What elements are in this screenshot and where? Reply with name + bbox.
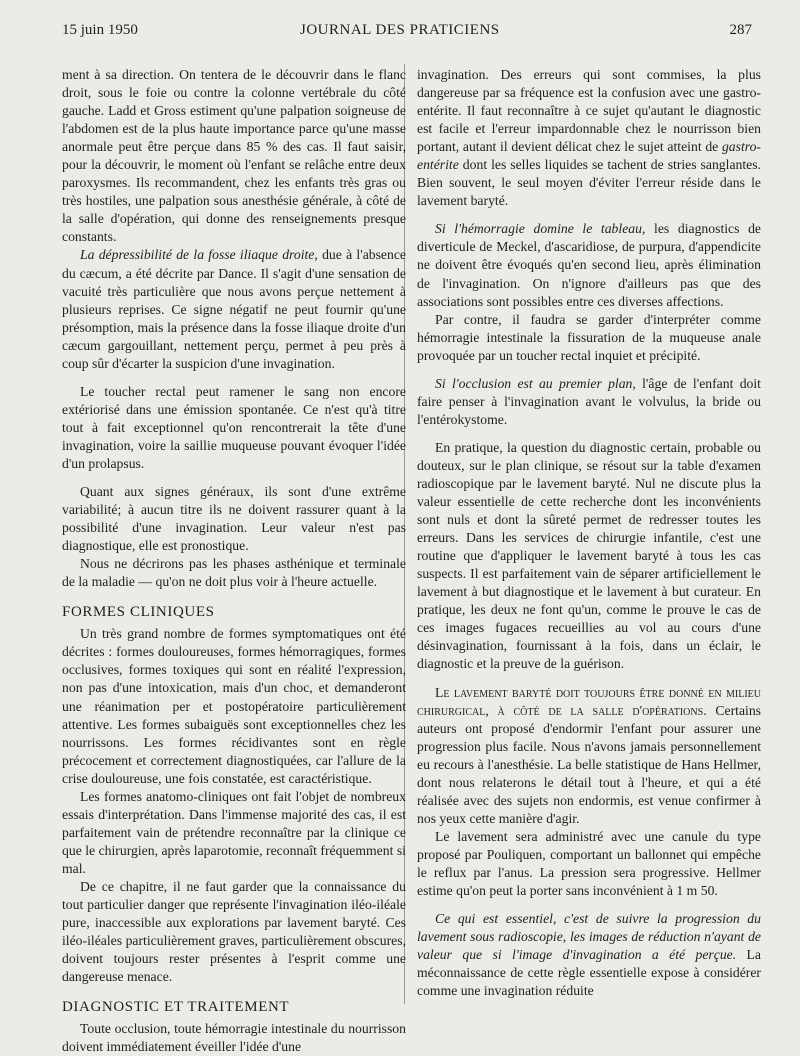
paragraph: Les formes anatomo-cliniques ont fait l'objet de nombreux essais d'interprétation. Dans l'immense majorité des cas, il est parfaitement vain de prétendre reconnaître par la clinique ce que le chirurgien, après laparotomie, reconnaît fréquemment si mal. bbox=[62, 788, 406, 876]
paragraph: Le toucher rectal peut ramener le sang non encore extériorisé dans une émission spontanée. Ce n'est qu'à titre tout à fait exceptionnel qu'on rencontrerait la tête d'une invagination, voire la saillie muqueuse pouvant évoquer l'idée d'un prolapsus. bbox=[62, 383, 406, 471]
paragraph bbox=[417, 220, 761, 310]
paragraph: De ce chapitre, il ne faut garder que la connaissance du tout particulier danger que représente l'invagination iléo-iléale pure, inaccessible aux explorations par lavement baryté. Ces iléo-iléales particulièrement graves, particulièrement obscures, doivent toujours rester présentes à l'esprit comme une dangereuse menace. bbox=[62, 878, 406, 985]
paragraph-lead: La dépressibilité de la fosse iliaque droite, bbox=[80, 247, 318, 263]
paragraph: Quant aux signes généraux, ils sont d'une extrême variabilité; à aucun titre ils ne doivent rassurer quant à la possibilité d'une invagination. Leur valeur n'est pas diagnostique, elle est pronostique. bbox=[62, 484, 406, 554]
paragraph bbox=[417, 684, 761, 828]
paragraph: Un très grand nombre de formes symptomatiques ont été décrites : formes douloureuses, formes hémorragiques, formes occlusives, formes toxiques qui sont en réalité l'expression, non pas d'une intoxication, mais d'un choc, et demanderont une réanimation per et postopératoire particulièrement attentive. Les formes subaiguës sont exceptionnelles chez les nourrissons. Les formes récidivantes sont en règle précocement et correctement diagnostiquées, car l'allure de la crise douloureuse, une fois constatée, est caractéristique. bbox=[62, 626, 406, 786]
paragraph-lead: Ce qui est essentiel, c'est de suivre la progression du lavement sous radioscopie, les images de réduction n'ayant de valeur que si l'image d'invagination a été perçue. bbox=[417, 911, 761, 963]
journal-title: JOURNAL DES PRATICIENS bbox=[300, 22, 500, 38]
paragraph-lead: Si l'hémorragie domine le tableau, bbox=[435, 221, 646, 237]
emphasis: gastro-entérite bbox=[417, 139, 761, 173]
paragraph-body: due à l'absence du cæcum, a été décrite par Dance. Il s'agit d'une sensation de vacuité très particulière que nous avons perçue nettement à plusieurs reprises. Ce signe négatif ne peut fournir qu'une présomption, mais la présence dans la fosse iliaque droite d'un cæcum gargouillant, nettement perçu, permet à peu près à coup sûr d'écarter la suspicion d'une invagination. bbox=[62, 247, 407, 371]
page-number: 287 bbox=[729, 22, 752, 38]
paragraph-body: La méconnaissance de cette règle essentielle expose à considérer comme une invagination réduite bbox=[417, 947, 761, 999]
paragraph: En pratique, la question du diagnostic certain, probable ou douteux, sur le plan clinique, se résout sur la table d'examen radioscopique par le lavement baryté. Nul ne discute plus la valeur essentielle de cette recherche dont les inconvénients sont nuls et dont la sûreté permet de redresser toutes les erreurs. Dans les services de chirurgie infantile, c'est une routine que d'appliquer le lavement baryté à tous les cas suspects. Il est parfaitement vain de séparer artificiellement le lavement à but diagnostique et le lavement à but curateur. En pratique, les deux ne font qu'un, comme le prouve le cas de ces images fugaces recueillies au vol au cours d'une désinvagination, fournissant à la fois, dans un éclair, le diagnostic et la preuve de la guérison. bbox=[417, 439, 761, 672]
paragraph-lead: Si l'occlusion est au premier plan, bbox=[435, 375, 636, 391]
paragraph-body: Certains auteurs ont proposé d'endormir l'enfant pour assurer une progression plus facile. Nous n'avons jamais personnellement eu recours à l'anesthésie. La belle statistique de Hans Hellmer, dont nous relaterons le détail tout à l'heure, et qui a été réalisée avec des sujets non endormis, est venue confirmer à nos yeux cette manière d'agir. bbox=[417, 702, 761, 826]
paragraph-body: dont les selles liquides se tachent de stries sanglantes. Bien souvent, le seul moyen d'éviter l'erreur réside dans le lavement baryté. bbox=[417, 157, 761, 209]
paragraph: Par contre, il faudra se garder d'interpréter comme hémorragie intestinale la fissuration de la muqueuse anale provoquée par un toucher rectal inquiet et précipité. bbox=[417, 311, 761, 363]
section-heading-diagnostic: DIAGNOSTIC ET TRAITEMENT bbox=[62, 999, 290, 1016]
paragraph: Le lavement sera administré avec une canule du type proposé par Pouliquen, comportant un ballonnet qui empêche le reflux par l'anus. La pression sera progressive. Hellmer estime qu'on peut la porter sans inconvénient à 1 m 50. bbox=[417, 828, 761, 899]
paragraph bbox=[417, 910, 761, 1000]
page-header bbox=[62, 22, 752, 44]
paragraph: Toute occlusion, toute hémorragie intestinale du nourrisson doivent immédiatement éveiller l'idée d'une bbox=[62, 1021, 406, 1055]
paragraph-lead: Le lavement baryté doit toujours être donné en milieu chirurgical, à côté de la salle d'opérations. bbox=[417, 684, 761, 718]
left-column bbox=[62, 66, 406, 1056]
right-column bbox=[417, 66, 761, 1000]
paragraph-body: l'âge de l'enfant doit faire penser à l'invagination avant le volvulus, la bride ou l'entérokystome. bbox=[417, 375, 761, 427]
paragraph-body: les diagnostics de diverticule de Meckel, d'ascaridiose, de purpura, d'appendicite ne doivent être évoqués qu'en second lieu, après élimination de l'invagination. On n'ignore d'ailleurs pas que des associations sont possibles entre ces diverses affections. bbox=[417, 221, 761, 309]
paragraph bbox=[417, 375, 761, 429]
paragraph bbox=[417, 66, 761, 210]
issue-date: 15 juin 1950 bbox=[62, 22, 138, 38]
paragraph bbox=[62, 246, 406, 372]
paragraph-body: invagination. Des erreurs qui sont commises, la plus dangereuse par sa fréquence est la confusion avec une gastro-entérite. Il faut reconnaître à ce sujet qu'autant le diagnostic est facile et l'erreur impardonnable chez le nourrisson bien portant, autant il devient délicat chez le sujet atteint de bbox=[417, 67, 761, 155]
section-heading-formes-cliniques: FORMES CLINIQUES bbox=[62, 604, 215, 621]
paragraph: ment à sa direction. On tentera de le découvrir dans le flanc droit, sous le foie ou contre la colonne vertébrale du côté gauche. Ladd et Gross estiment qu'une palpation soigneuse de l'abdomen est de la plus haute importance parce qu'une masse anormale peut être perçue dans 85 % des cas. Il faut saisir, pour la découvrir, le moment où l'enfant se relâche entre deux paroxysmes. Ils recommandent, chez les enfants très gras ou très hostiles, une palpation sous anesthésie générale, à côté de la salle d'opération, qui donne des renseignements presque constants. bbox=[62, 67, 406, 245]
paragraph: Nous ne décrirons pas les phases asthénique et terminale de la maladie — qu'on ne doit plus voir à l'heure actuelle. bbox=[62, 556, 406, 590]
